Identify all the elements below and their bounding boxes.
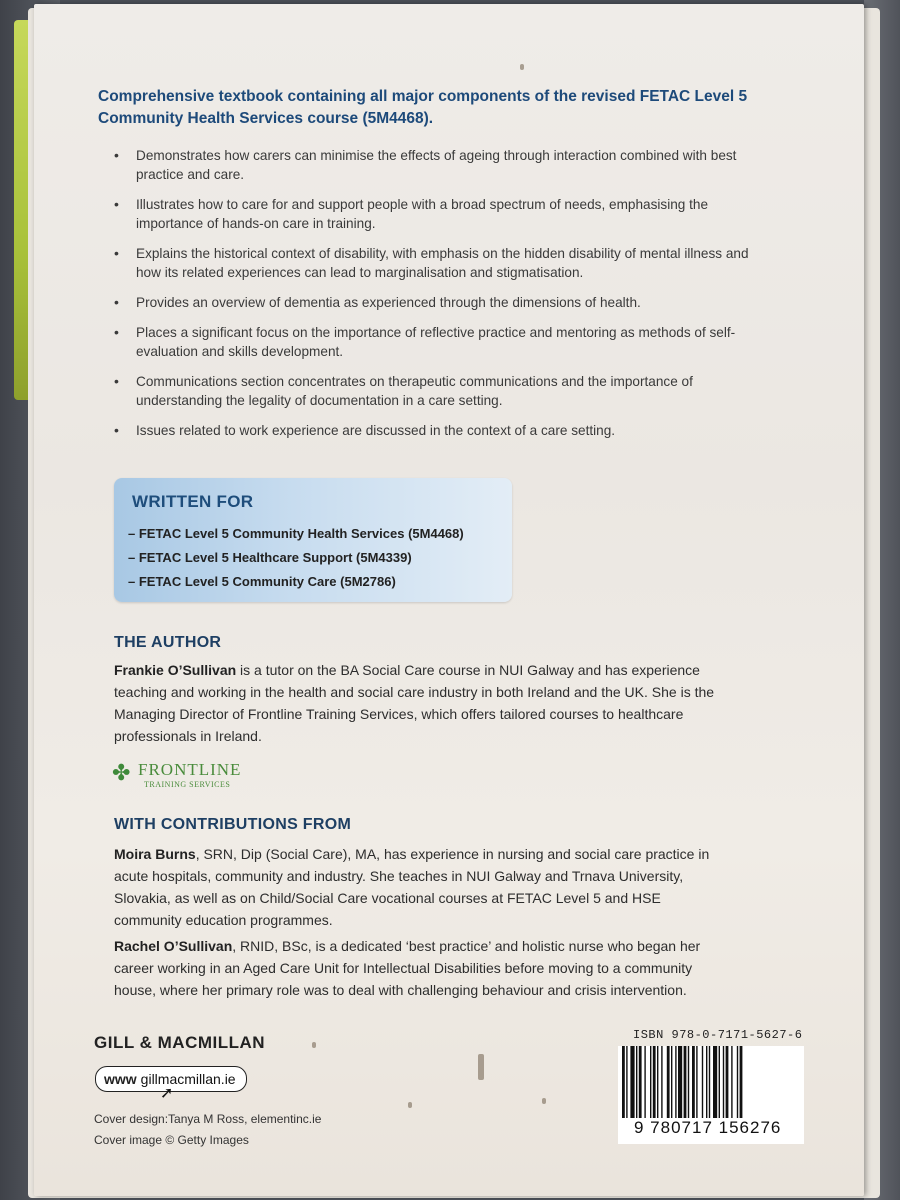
barcode-bar [719,1046,720,1118]
barcode-bar [692,1046,695,1118]
barcode-bar [737,1046,738,1118]
logo-subtitle: TRAINING SERVICES [144,780,231,789]
stain-speck [312,1042,316,1048]
author-paragraph [114,659,734,747]
stain-speck [408,1102,412,1108]
barcode-bar [713,1046,717,1118]
barcode-bar [723,1046,724,1118]
barcode-bar [657,1046,658,1118]
list-item: • Provides an overview of dementia as experienced through the dimensions of health. [114,294,641,310]
list-item: • Issues related to work experience are discussed in the context of a care setting. [114,422,616,438]
contributor-bio: , RNID, BSc, is a dedicated ‘best practice’ and holistic nurse who began her career working in an Aged Care Unit for Intellectual Disabilities before moving to a community house, where her primary role was to deal with challenging behaviour and crisis intervention. [114,938,701,998]
barcode-bar [684,1046,687,1118]
list-item: – FETAC Level 5 Community Health Services (5M4468) [128,526,464,541]
author-bio: is a tutor on the BA Social Care course in NUI Galway and has experience teaching and working in the health and social care industry in both Ireland and the UK. She is the Managing Director of Frontline Training Services, which offers tailored courses to healthcare professionals in Ireland. [114,662,715,744]
barcode-bar [671,1046,672,1118]
list-item: • Demonstrates how carers can minimise the effects of ageing through interaction combined with best practice and care. [114,147,737,182]
barcode-bar [675,1046,676,1118]
website-prefix: www [104,1071,137,1087]
list-item: • Illustrates how to care for and support people with a broad spectrum of needs, emphasising the importance of hands-on care in training. [114,196,709,231]
bullet-icon: • [114,324,119,340]
barcode-bar [702,1046,703,1118]
barcode-bar [731,1046,732,1118]
barcode-bar [636,1046,637,1118]
list-item: • Explains the historical context of disability, with emphasis on the hidden disability of mental illness and how its related experiences can lead to marginalisation and stigmatisation. [114,245,749,280]
logo-wordmark: FRONTLINE [138,760,242,779]
publisher-name: GILL & MACMILLAN [94,1033,266,1052]
list-item: – FETAC Level 5 Community Care (5M2786) [128,574,396,589]
stain-speck [542,1098,546,1104]
barcode-bar [644,1046,645,1118]
bullet-icon: • [114,196,119,212]
barcode-bar [650,1046,651,1118]
barcode-bar [696,1046,697,1118]
bullet-icon: • [114,245,119,261]
cursor-arrow-icon: ➚ [160,1085,174,1102]
barcode-bar [740,1046,743,1118]
contributor-name: Rachel O’Sullivan [114,938,233,954]
barcode-bar [653,1046,656,1118]
contributor-paragraph [114,843,730,931]
barcode-bar [726,1046,729,1118]
barcode-bar [678,1046,682,1118]
cover-headline: Comprehensive textbook containing all major components of the revised FETAC Level 5 Community Health Services course (5M4468). [98,88,748,127]
frontline-logo [112,758,272,792]
barcode-bar [639,1046,642,1118]
contributions-section-title: WITH CONTRIBUTIONS FROM [114,816,352,833]
barcode-number: 9 780717 156276 [634,1118,782,1137]
barcode-bar [688,1046,689,1118]
stain-speck [520,64,524,70]
stain-speck [478,1054,484,1080]
clover-icon: ✤ [112,760,131,785]
feature-list [112,146,752,451]
barcode-bar [706,1046,707,1118]
written-for-list [128,522,464,594]
author-section-title: THE AUTHOR [114,634,222,651]
barcode-bar [630,1046,634,1118]
isbn-text: ISBN 978-0-7171-5627-6 [633,1028,803,1042]
written-for-title: WRITTEN FOR [132,492,254,511]
website-url: gillmacmillan.ie [140,1071,236,1087]
bullet-icon: • [114,147,119,163]
author-name: Frankie O’Sullivan [114,662,237,678]
bullet-icon: • [114,373,119,389]
contributor-paragraph [114,935,738,1001]
bullet-icon: • [114,422,119,438]
list-item: • Communications section concentrates on therapeutic communications and the importance of understanding the legality of documentation in a care setting. [114,373,693,408]
barcode-bar [667,1046,670,1118]
written-for-box [114,478,512,602]
bullet-icon: • [114,294,119,310]
cover-image-credit: Cover image © Getty Images [94,1133,249,1147]
barcode-bar [626,1046,627,1118]
barcode-bar [622,1046,625,1118]
barcode-bar [709,1046,710,1118]
list-item: – FETAC Level 5 Healthcare Support (5M4339) [128,550,412,565]
contributor-bio: , SRN, Dip (Social Care), MA, has experience in nursing and social care practice in acute hospitals, community and industry. She teaches in NUI Galway and Trnava University, Slovakia, as well as on Child/Social Care vocational courses at FETAC Level 5 and HSE community education programmes. [114,846,710,928]
list-item: • Places a significant focus on the importance of reflective practice and mentoring as methods of self-evaluation and skills development. [114,324,736,359]
cover-design-credit: Cover design:Tanya M Ross, elementinc.ie [94,1112,322,1126]
contributor-name: Moira Burns [114,846,196,862]
barcode-bar [661,1046,662,1118]
